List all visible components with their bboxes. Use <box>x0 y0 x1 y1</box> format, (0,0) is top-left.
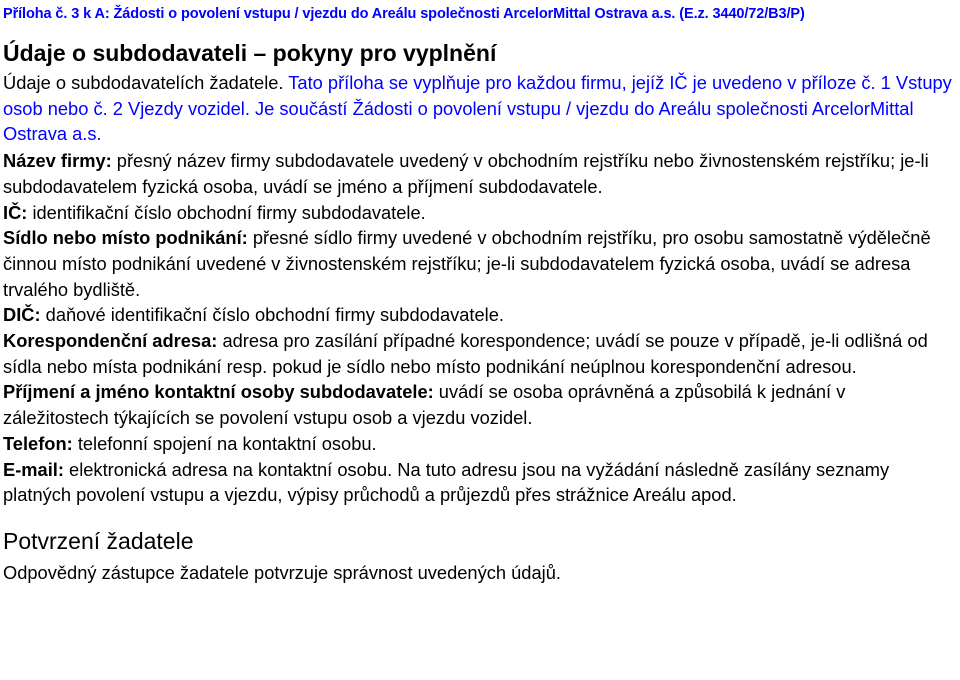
intro-paragraph <box>3 70 955 147</box>
intro-blue-text: Tato příloha se vyplňuje pro každou firmu, jejíž IČ je uvedeno v příloze č. 1 Vstupy osob nebo č. 2 Vjezdy vozidel. Je součástí Žádosti o povolení vstupu / vjezdu do Areálu společnosti ArcelorMittal Ostrava a.s. <box>3 72 952 145</box>
definition-term: IČ: <box>3 201 28 223</box>
definition-text: telefonní spojení na kontaktní osobu. <box>72 432 377 454</box>
definition-text: identifikační číslo obchodní firmy subdodavatele. <box>27 201 426 223</box>
definition-term: E-mail: <box>3 458 64 480</box>
definition-text: daňové identifikační číslo obchodní firmy subdodavatele. <box>40 304 504 326</box>
definition-ic <box>3 200 955 226</box>
intro-plain-text: Údaje o subdodavatelích žadatele. <box>3 72 289 93</box>
definition-term: Název firmy: <box>3 150 112 172</box>
definition-term: Sídlo nebo místo podnikání: <box>3 227 248 249</box>
document-page <box>3 0 955 586</box>
definition-phone <box>3 431 955 457</box>
definition-text: elektronická adresa na kontaktní osobu. Na tuto adresu jsou na vyžádání následně zasílány seznamy platných povolení vstupu a vjezdu, výpisy průchodů a průjezdů přes strážnice Areálu apod. <box>3 458 890 506</box>
definition-term: Příjmení a jméno kontaktní osoby subdodavatele: <box>3 381 434 403</box>
confirmation-text: Odpovědný zástupce žadatele potvrzuje správnost uvedených údajů. <box>3 561 561 583</box>
definition-term: DIČ: <box>3 304 41 326</box>
definition-text: uvádí se osoba oprávněná a způsobilá k jednání v záležitostech týkajících se povolení vstupu osob a vjezdu vozidel. <box>3 381 846 429</box>
definition-term: Korespondenční adresa: <box>3 330 218 352</box>
definition-text: přesný název firmy subdodavatele uvedený v obchodním rejstříku nebo živnostenském rejstříku; je-li subdodavatelem fyzická osoba, uvádí se jméno a příjmení subdodavatele. <box>3 150 929 197</box>
page-title: Údaje o subdodavateli – pokyny pro vyplnění <box>3 40 497 66</box>
section-heading-confirmation: Potvrzení žadatele <box>3 527 194 554</box>
definition-dic <box>3 302 955 328</box>
definition-company-name <box>3 148 955 199</box>
attachment-header: Příloha č. 3 k A: Žádosti o povolení vstupu / vjezdu do Areálu společnosti ArcelorMittal Ostrava a.s. (E.z. 3440/72/B3/P) <box>3 6 805 22</box>
definition-term: Telefon: <box>3 432 73 454</box>
definition-email <box>3 457 955 508</box>
definition-correspondence-address <box>3 328 955 379</box>
definition-text: přesné sídlo firmy uvedené v obchodním rejstříku, pro osobu samostatně výdělečně činnou místo podnikání uvedené v živnostenském rejstříku; je-li subdodavatelem fyzická osoba, uvádí se adresa trvalého bydliště. <box>3 227 931 300</box>
definition-text: adresa pro zasílání případné korespondence; uvádí se pouze v případě, je-li odlišná od sídla nebo místa podnikání resp. pokud je sídlo nebo místo podnikání neúplnou korespondenční adresou. <box>3 330 928 377</box>
definition-seat <box>3 225 955 302</box>
definition-contact-person <box>3 379 955 430</box>
